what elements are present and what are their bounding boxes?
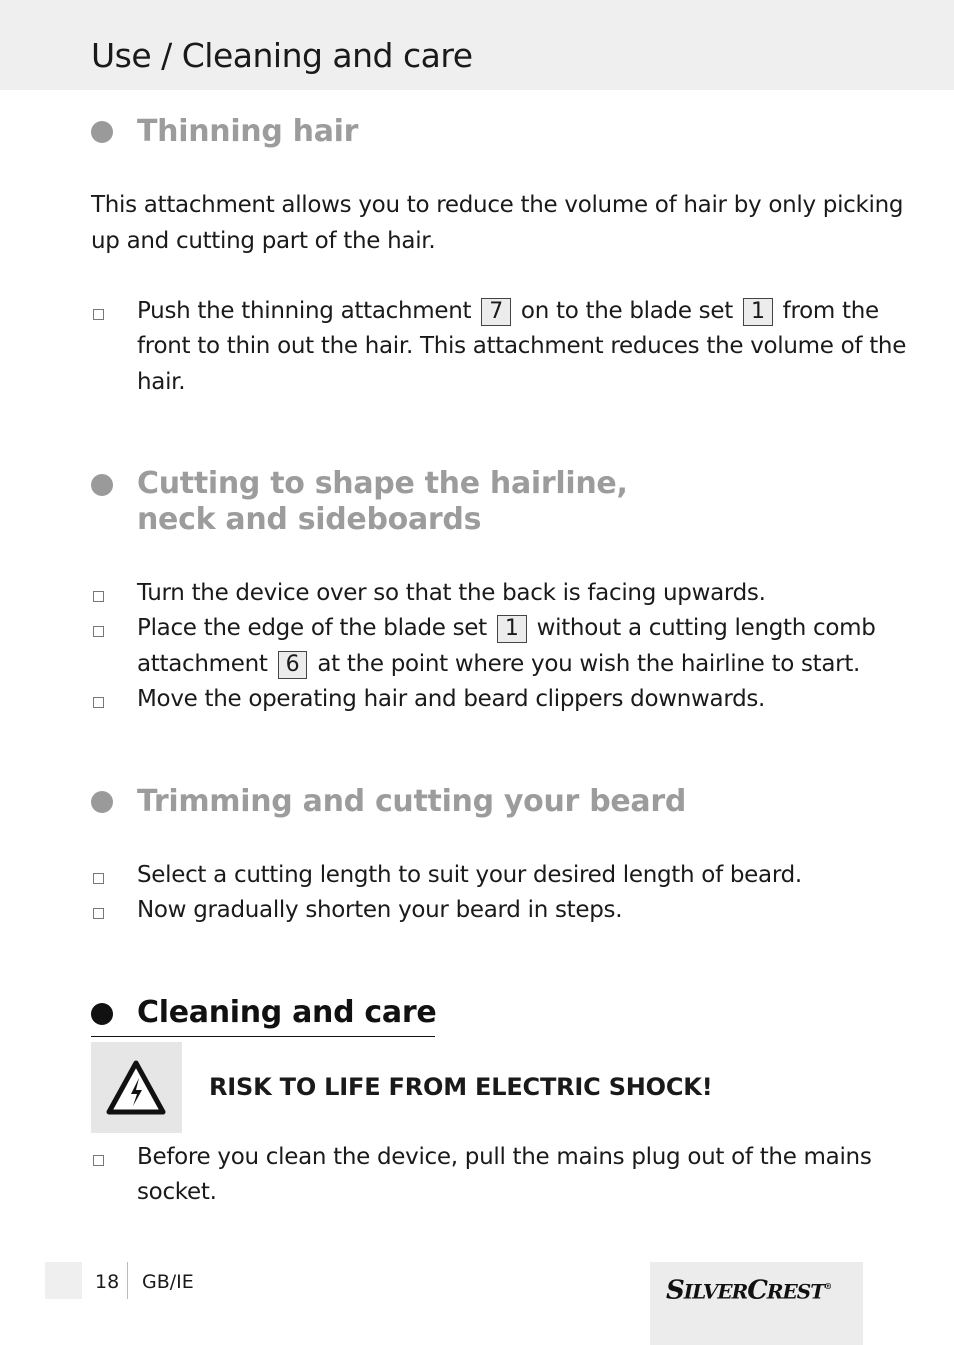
thinning-step1-line2: front to thin out the hair. This attachment reduces the volume of the (137, 333, 907, 359)
checkbox-icon (93, 626, 104, 637)
text: from the (782, 298, 879, 324)
checkbox-icon (93, 873, 104, 884)
logo-part: C (747, 1275, 767, 1306)
cleaning-step1-line1: Before you clean the device, pull the mains plug out of the mains (137, 1144, 872, 1170)
text: attachment (137, 651, 268, 677)
text: Place the edge of the blade set (137, 615, 487, 641)
hairline-step2-line2 (137, 646, 860, 682)
bullet-icon (91, 474, 113, 496)
bullet-icon (91, 1003, 113, 1025)
hairline-step2-line1 (137, 610, 876, 646)
checkbox-icon (93, 697, 104, 708)
checkbox-icon (93, 1155, 104, 1166)
text: on to the blade set (520, 298, 733, 324)
heading-underline (91, 1036, 435, 1037)
part-ref-7: 7 (481, 298, 511, 326)
thinning-intro-line1: This attachment allows you to reduce the volume of hair by only picking (91, 192, 904, 218)
heading-thinning-hair: Thinning hair (137, 114, 359, 149)
page-title: Use / Cleaning and care (91, 36, 473, 75)
electric-shock-warning-icon (91, 1042, 182, 1133)
logo-part: ILVER (683, 1279, 748, 1304)
part-ref-1: 1 (743, 298, 773, 326)
page-number: 18 (95, 1271, 120, 1293)
footer-box (45, 1262, 82, 1299)
heading-cleaning: Cleaning and care (137, 995, 437, 1030)
bullet-icon (91, 121, 113, 143)
heading-beard: Trimming and cutting your beard (137, 784, 687, 819)
logo-part: REST (766, 1279, 825, 1304)
part-ref-1: 1 (497, 615, 527, 643)
checkbox-icon (93, 309, 104, 320)
thinning-step1-line3: hair. (137, 369, 186, 395)
silvercrest-logo (666, 1266, 831, 1312)
checkbox-icon (93, 591, 104, 602)
heading-hairline-line1: Cutting to shape the hairline, (137, 466, 628, 501)
logo-part: S (666, 1275, 684, 1306)
hairline-step3: Move the operating hair and beard clippers downwards. (137, 686, 766, 712)
bullet-icon (91, 791, 113, 813)
text: at the point where you wish the hairline to start. (317, 651, 861, 677)
cleaning-step1-line2: socket. (137, 1179, 217, 1205)
part-ref-6: 6 (278, 651, 308, 679)
thinning-step1-line1 (137, 293, 879, 329)
checkbox-icon (93, 908, 104, 919)
text: without a cutting length comb (536, 615, 876, 641)
hairline-step1: Turn the device over so that the back is facing upwards. (137, 580, 766, 606)
text: Push the thinning attachment (137, 298, 472, 324)
heading-hairline-line2: neck and sideboards (137, 502, 482, 537)
warning-text: RISK TO LIFE FROM ELECTRIC SHOCK! (209, 1073, 713, 1101)
footer-separator (127, 1262, 128, 1299)
warning-box (91, 1042, 182, 1133)
beard-step1: Select a cutting length to suit your desired length of beard. (137, 862, 802, 888)
thinning-intro-line2: up and cutting part of the hair. (91, 228, 436, 254)
beard-step2: Now gradually shorten your beard in steps. (137, 897, 623, 923)
language-code: GB/IE (142, 1271, 194, 1293)
registered-mark: ® (824, 1281, 832, 1291)
